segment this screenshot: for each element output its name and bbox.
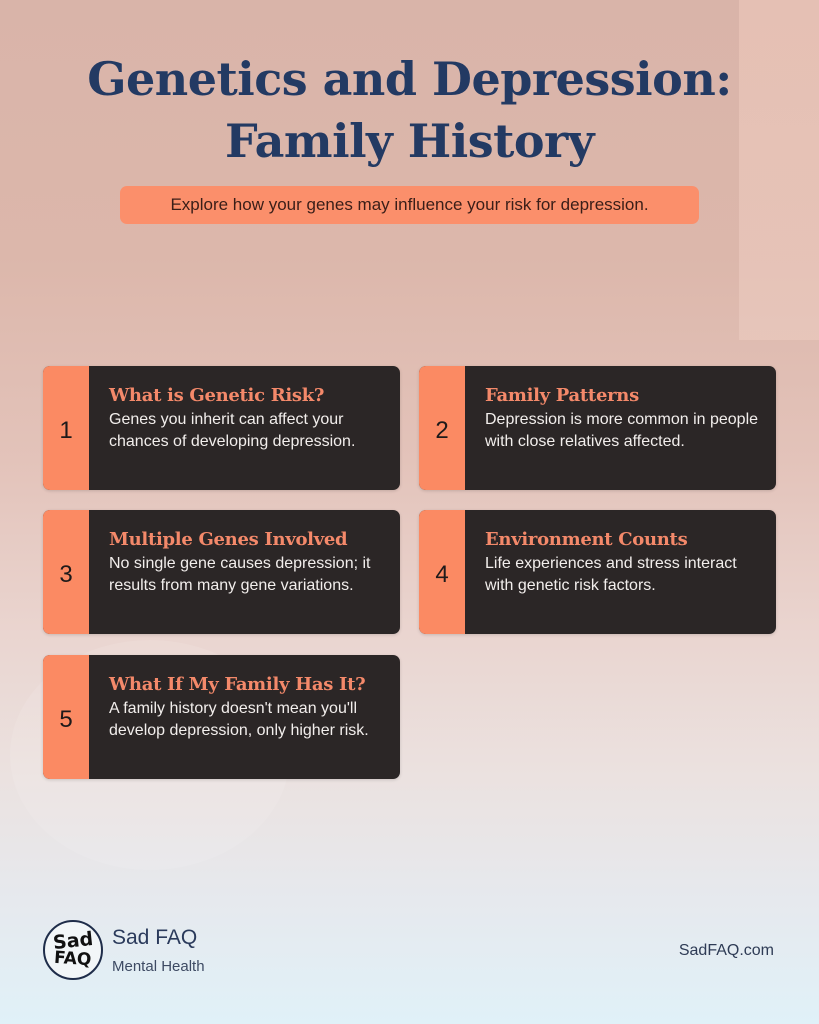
card-number: 5 [43, 655, 89, 779]
info-card-3 [43, 510, 400, 634]
card-number: 4 [419, 510, 465, 634]
subtitle-banner [120, 186, 699, 224]
card-text: A family history doesn't mean you'll develop depression, only higher risk. [109, 700, 369, 739]
website-link[interactable]: SadFAQ.com [678, 942, 774, 959]
card-number: 1 [43, 366, 89, 490]
title-line-1: Genetics and Depression: [87, 52, 732, 106]
card-number: 2 [419, 366, 465, 490]
subtitle-text: Explore how your genes may influence your risk for depression. [170, 195, 649, 214]
card-title: Environment Counts [485, 529, 688, 550]
info-card-4 [419, 510, 776, 634]
info-card-1 [43, 366, 400, 490]
card-title: What is Genetic Risk? [109, 385, 325, 406]
card-text: Depression is more common in people with close relatives affected. [485, 411, 759, 450]
brand-logo [43, 920, 103, 980]
card-title: Family Patterns [485, 385, 639, 406]
card-number: 3 [43, 510, 89, 634]
brand-tagline: Mental Health [112, 958, 205, 975]
card-text: Genes you inherit can affect your chances of developing depression. [109, 411, 356, 450]
card-text: Life experiences and stress interact with genetic risk factors. [485, 555, 737, 594]
logo-text-bottom: FAQ [53, 947, 93, 971]
info-card-2 [419, 366, 776, 490]
info-card-5 [43, 655, 400, 779]
card-text: No single gene causes depression; it results from many gene variations. [109, 555, 371, 594]
brand-name: Sad FAQ [112, 926, 198, 949]
title-line-2: Family History [224, 114, 595, 168]
card-title: Multiple Genes Involved [109, 529, 348, 550]
card-title: What If My Family Has It? [109, 674, 366, 695]
page-title [0, 48, 819, 172]
logo-text-top: Sad [51, 927, 95, 955]
